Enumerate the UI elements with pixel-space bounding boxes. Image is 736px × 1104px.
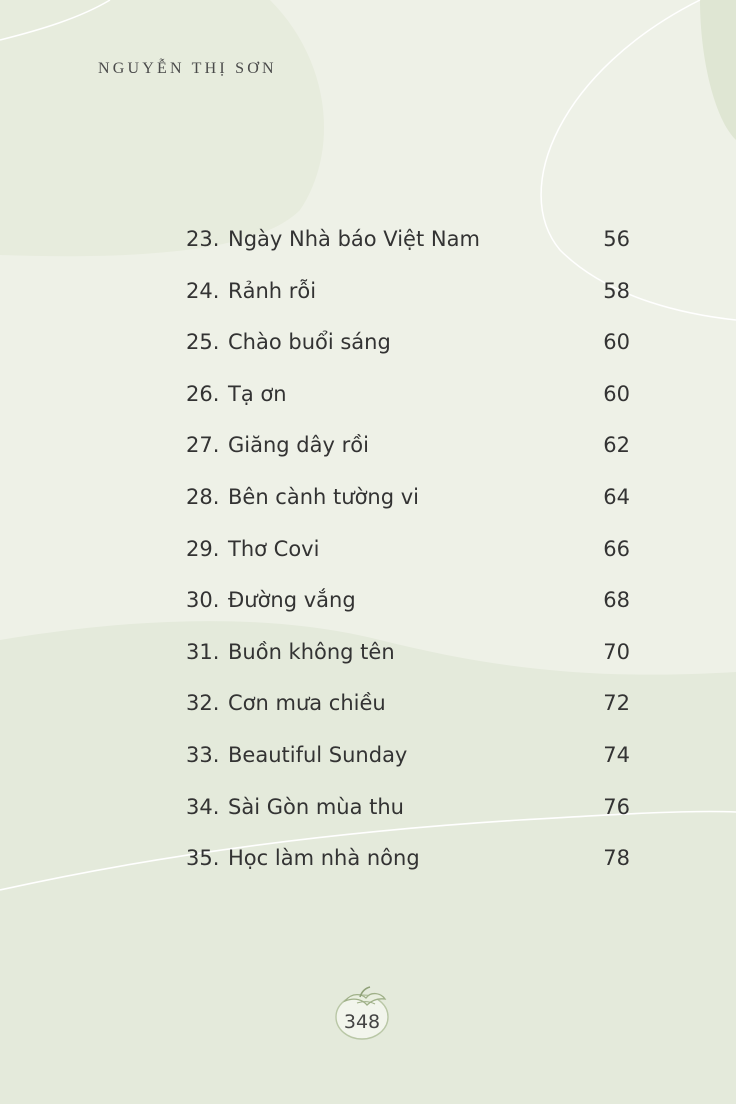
- toc-entry-number: 28.: [186, 484, 220, 509]
- toc-entry-number: 29.: [186, 536, 220, 561]
- toc-entry-title: Rảnh rỗi: [228, 278, 317, 303]
- toc-entry-title: Cơn mưa chiều: [228, 691, 386, 716]
- toc-entry: [186, 482, 630, 534]
- toc-entry-title: Buồn không tên: [228, 639, 395, 664]
- toc-entry: [186, 224, 630, 276]
- toc-entry-page: 60: [603, 381, 630, 406]
- page-number: 348: [343, 1011, 381, 1033]
- toc-entry-number: 34.: [186, 794, 220, 819]
- toc-entry: [186, 792, 630, 844]
- toc-entry-number: 24.: [186, 278, 220, 303]
- toc-entry-number: 23.: [186, 227, 220, 251]
- toc-entry-number: 26.: [186, 381, 220, 406]
- toc-entry-page: 68: [603, 588, 630, 613]
- toc-entry-page: 78: [603, 846, 630, 871]
- toc-entry-title: Tạ ơn: [228, 381, 287, 406]
- toc-entry: [186, 740, 630, 792]
- toc-entry-title: Đường vắng: [228, 588, 356, 613]
- top-right-shape: [700, 0, 736, 140]
- toc-entry-page: 76: [603, 794, 630, 819]
- toc-entry-page: 62: [603, 433, 630, 458]
- toc-entry-title: Beautiful Sunday: [228, 742, 408, 767]
- toc-entry-page: 56: [603, 227, 630, 251]
- toc-entry: [186, 327, 630, 379]
- toc-entry-number: 32.: [186, 691, 220, 716]
- toc-entry-title: Chào buổi sáng: [228, 330, 391, 355]
- toc-entry-title: Học làm nhà nông: [228, 846, 420, 871]
- toc-entry-title: Sài Gòn mùa thu: [228, 794, 404, 819]
- toc-entry-number: 27.: [186, 433, 220, 458]
- toc-entry-number: 31.: [186, 639, 220, 664]
- toc-entry-title: Bên cành tường vi: [228, 484, 419, 509]
- toc-entry-page: 70: [603, 639, 630, 664]
- toc-entry: [186, 430, 630, 482]
- toc-entry-page: 60: [603, 330, 630, 355]
- toc-entry-page: 58: [603, 278, 630, 303]
- toc-entry: [186, 585, 630, 637]
- toc-entry-page: 72: [603, 691, 630, 716]
- toc-entry-title: Thơ Covi: [228, 536, 320, 561]
- toc-entry: [186, 637, 630, 689]
- toc-entry-number: 35.: [186, 846, 220, 871]
- toc-entry-number: 25.: [186, 330, 220, 355]
- toc-entry-number: 33.: [186, 742, 220, 767]
- toc-entry: [186, 688, 630, 740]
- toc-entry-page: 64: [603, 484, 630, 509]
- table-of-contents: [186, 224, 630, 895]
- toc-entry-title: Giăng dây rồi: [228, 433, 369, 458]
- toc-entry-number: 30.: [186, 588, 220, 613]
- toc-entry: [186, 843, 630, 895]
- toc-entry-page: 66: [603, 536, 630, 561]
- toc-entry: [186, 276, 630, 328]
- toc-entry-page: 74: [603, 742, 630, 767]
- toc-entry-title: Ngày Nhà báo Việt Nam: [228, 227, 480, 251]
- author-name: NGUYỄN THỊ SƠN: [98, 60, 277, 77]
- top-left-shape: [0, 0, 324, 256]
- toc-entry: [186, 534, 630, 586]
- toc-entry: [186, 379, 630, 431]
